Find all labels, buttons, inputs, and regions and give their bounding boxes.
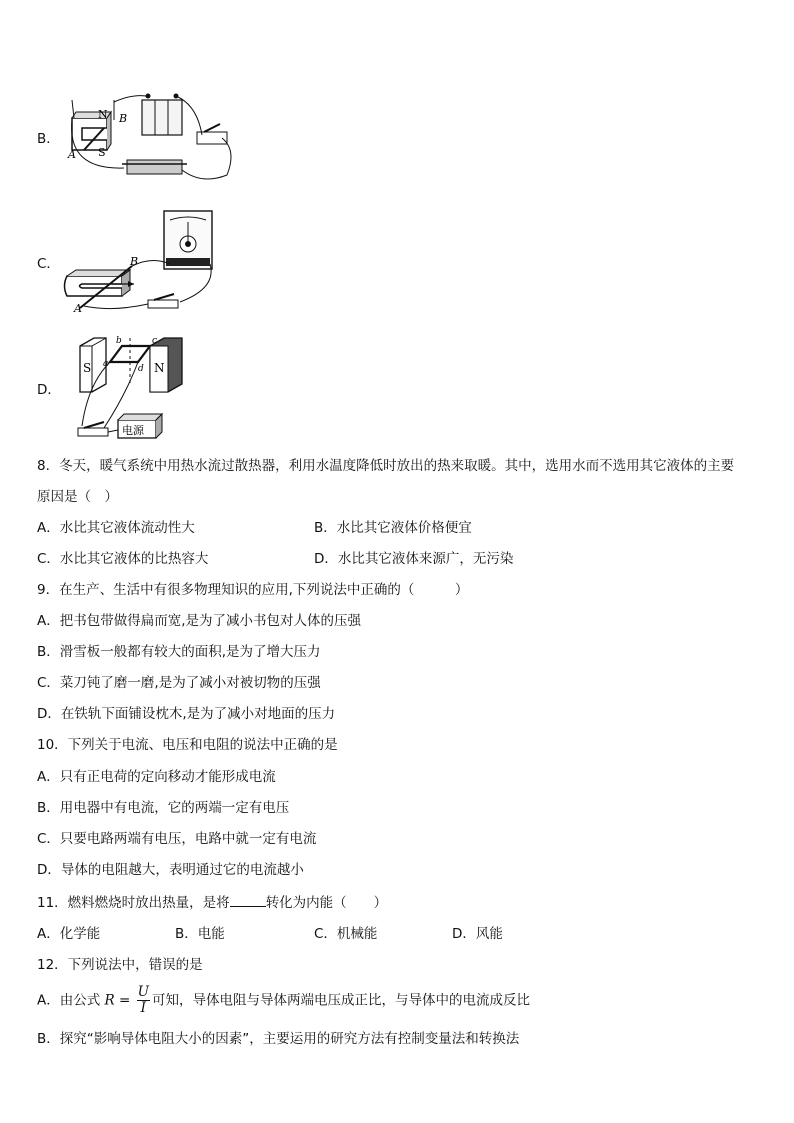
- fig-d-n-label: N: [154, 361, 165, 375]
- option-b-label: B．: [37, 131, 60, 147]
- fig-b-a-label: A: [68, 148, 76, 161]
- formula-numerator: U: [137, 984, 149, 1000]
- formula-r: R: [104, 992, 115, 1009]
- formula-denominator: I: [140, 1000, 146, 1016]
- q8-option-d[interactable]: D．水比其它液体来源广，无污染: [314, 551, 514, 567]
- q8-option-b[interactable]: B．水比其它液体价格便宜: [314, 520, 472, 536]
- q12-option-a[interactable]: [37, 985, 530, 1016]
- fig-b-s-label: S: [98, 146, 106, 159]
- figure-d-circuit: [74, 334, 190, 444]
- q11-stem-post: 转化为内能（ ）: [265, 895, 388, 911]
- fig-b-n-label: N: [98, 108, 108, 121]
- fig-c-b-label: B: [130, 255, 139, 268]
- q12-stem: 12．下列说法中，错误的是: [37, 957, 203, 973]
- q8-stem-line2: 原因是（ ）: [37, 489, 118, 505]
- fig-d-a-label: a: [103, 359, 109, 369]
- q10-option-b[interactable]: B．用电器中有电流，它的两端一定有电压: [37, 800, 290, 816]
- q11-option-d[interactable]: D．风能: [452, 926, 503, 942]
- q11-option-b[interactable]: B．电能: [175, 926, 225, 942]
- q11-option-a[interactable]: A．化学能: [37, 926, 101, 942]
- q12-option-b[interactable]: B．探究“影响导体电阻大小的因素”，主要运用的研究方法有控制变量法和转换法: [37, 1031, 520, 1047]
- q8-stem-line1: 8．冬天，暖气系统中用热水流过散热器，利用水温度降低时放出的热来取暖。其中，选用水而不选用其它液体的主要: [37, 458, 735, 474]
- q9-option-b[interactable]: B．滑雪板一般都有较大的面积,是为了增大压力: [37, 644, 321, 660]
- q9-option-c[interactable]: C．菜刀钝了磨一磨,是为了减小对被切物的压强: [37, 675, 321, 691]
- fig-c-a-label: A: [74, 302, 82, 315]
- q11-answer-blank[interactable]: [230, 892, 266, 907]
- q8-option-c[interactable]: C．水比其它液体的比热容大: [37, 551, 209, 567]
- fig-d-c-label: c: [152, 336, 158, 346]
- q11-option-c[interactable]: C．机械能: [314, 926, 378, 942]
- option-c-label: C．: [37, 256, 60, 272]
- fig-d-b-label: b: [116, 336, 122, 346]
- fig-d-s-label: S: [83, 361, 92, 375]
- formula-fraction: [137, 985, 150, 1016]
- q11-stem: [37, 892, 387, 913]
- figure-c-circuit: [62, 208, 222, 316]
- q8-option-a[interactable]: A．水比其它液体流动性大: [37, 520, 195, 536]
- q9-option-a[interactable]: A．把书包带做得扁而宽,是为了减小书包对人体的压强: [37, 613, 362, 629]
- formula-equals: =: [114, 992, 135, 1009]
- fig-d-d-label: d: [138, 364, 144, 374]
- q9-stem: 9．在生产、生活中有很多物理知识的应用,下列说法中正确的（ ）: [37, 582, 469, 598]
- q11-stem-pre: 11．燃料燃烧时放出热量，是将: [37, 895, 230, 911]
- q10-option-a[interactable]: A．只有正电荷的定向移动才能形成电流: [37, 769, 276, 785]
- option-d-label: D．: [37, 382, 61, 398]
- q9-option-d[interactable]: D．在铁轨下面铺设枕木,是为了减小对地面的压力: [37, 706, 336, 722]
- q10-option-d[interactable]: D．导体的电阻越大，表明通过它的电流越小: [37, 862, 304, 878]
- q10-stem: 10．下列关于电流、电压和电阻的说法中正确的是: [37, 737, 338, 753]
- q12-option-a-post: 可知，导体电阻与导体两端电压成正比，与导体中的电流成反比: [152, 992, 530, 1009]
- figure-b-circuit: [62, 90, 242, 185]
- fig-d-power-label: 电源: [122, 424, 144, 437]
- fig-b-b-label: B: [119, 112, 128, 125]
- q10-option-c[interactable]: C．只要电路两端有电压，电路中就一定有电流: [37, 831, 317, 847]
- q12-option-a-pre: A．由公式: [37, 992, 105, 1009]
